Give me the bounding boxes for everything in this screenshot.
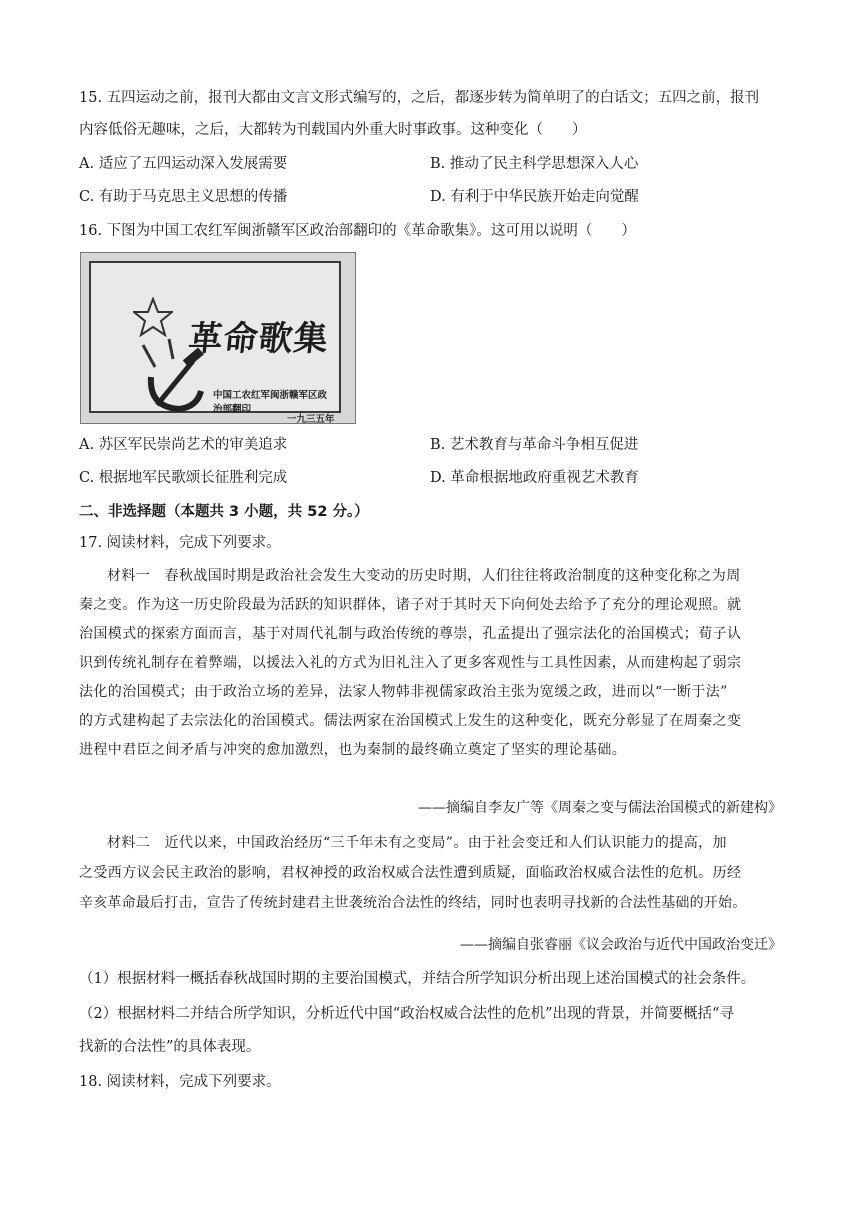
q16-option-c: C. 根据地军民歌颂长征胜利完成 bbox=[79, 470, 288, 486]
q16-option-d: D. 革命根据地政府重视艺术教育 bbox=[430, 470, 639, 486]
q17-subquestion-1: （1）根据材料一概括春秋战国时期的主要治国模式，并结合所学知识分析出现上述治国模式的社会条件。 bbox=[79, 971, 756, 987]
q15-option-b: B. 推动了民主科学思想深入人心 bbox=[430, 156, 639, 172]
material-one-line: 进程中君臣之间矛盾与冲突的愈加激烈，也为秦制的最终确立奠定了坚实的理论基础。 bbox=[79, 742, 627, 758]
section-heading: 二、非选择题（本题共 3 小题，共 52 分。） bbox=[79, 504, 369, 520]
q15-option-d: D. 有利于中华民族开始走向觉醒 bbox=[430, 189, 639, 205]
revolution-songbook-cover-image bbox=[80, 252, 356, 424]
material-one-line: 材料一 春秋战国时期是政治社会发生大变动的历史时期，人们往往将政治制度的这种变化称之为周 bbox=[107, 568, 741, 584]
material-one-source: ——摘编自李友广等《周秦之变与儒法治国模式的新建构》 bbox=[418, 800, 782, 816]
material-two-line: 材料二 近代以来，中国政治经历“三千年未有之变局”。由于社会变迁和人们认识能力的提高，加 bbox=[107, 835, 727, 851]
q18-stem: 18. 阅读材料，完成下列要求。 bbox=[79, 1074, 281, 1090]
material-two-source: ——摘编自张睿丽《议会政治与近代中国政治变迁》 bbox=[460, 937, 782, 953]
q17-material-one bbox=[79, 566, 783, 769]
q17-subquestion-2-line2: 找新的合法性”的具体表现。 bbox=[79, 1039, 261, 1055]
cover-frame bbox=[89, 261, 341, 424]
star-icon bbox=[133, 297, 173, 337]
q17-subquestion-2-line1: （2）根据材料二并结合所学知识，分析近代中国“政治权威合法性的危机”出现的背景，并简要概括“寻 bbox=[79, 1006, 734, 1022]
q17-material-two bbox=[79, 833, 783, 923]
cover-publisher-line1: 中国工农红军闽浙赣军区政 bbox=[213, 390, 328, 401]
q15-option-c: C. 有助于马克思主义思想的传播 bbox=[79, 189, 288, 205]
cover-title: 革命歌集 bbox=[186, 319, 331, 359]
material-one-line: 治国模式的探索方面而言，基于对周代礼制与政治传统的尊崇，孔孟提出了强宗法化的治国模式；荀子认 bbox=[79, 626, 742, 642]
q15-option-a: A. 适应了五四运动深入发展需要 bbox=[79, 156, 288, 172]
material-one-line: 的方式建构起了去宗法化的治国模式。儒法两家在治国模式上发生的这种变化，既充分彰显了在周秦之变 bbox=[79, 713, 742, 729]
material-two-line: 之受西方议会民主政治的影响，君权神授的政治权威合法性遭到质疑，面临政治权威合法性的危机。历经 bbox=[79, 865, 742, 881]
material-two-line: 辛亥革命最后打击，宣告了传统封建君主世袭统治合法性的终结，同时也表明寻找新的合法性基础的开始。 bbox=[79, 895, 747, 911]
q16-stem: 16. 下图为中国工农红军闽浙赣军区政治部翻印的《革命歌集》。这可用以说明（ ） bbox=[79, 223, 636, 239]
cover-year: 一九三五年 bbox=[287, 414, 335, 424]
material-one-line: 法化的治国模式；由于政治立场的差异，法家人物韩非视儒家政治主张为宽缓之政，进而以“一断于法” bbox=[79, 684, 728, 700]
q16-option-a: A. 苏区军民崇尚艺术的审美追求 bbox=[79, 437, 288, 453]
q17-stem: 17. 阅读材料，完成下列要求。 bbox=[79, 535, 281, 551]
material-one-line: 识到传统礼制存在着弊端，以援法入礼的方式为旧礼注入了更多客观性与工具性因素，从而建构起了弱宗 bbox=[79, 655, 742, 671]
cover-publisher-line2: 治部翻印 bbox=[213, 404, 252, 415]
material-one-line: 秦之变。作为这一历史阶段最为活跃的知识群体，诸子对于其时天下向何处去给予了充分的理论观照。就 bbox=[79, 597, 742, 613]
q16-option-b: B. 艺术教育与革命斗争相互促进 bbox=[430, 437, 639, 453]
q15-stem-line1: 15. 五四运动之前，报刊大都由文言文形式编写的，之后，都逐步转为简单明了的白话文；五四之前，报刊 bbox=[79, 90, 760, 106]
q15-stem-line2: 内容低俗无趣味，之后，大都转为刊载国内外重大时事政事。这种变化（ ） bbox=[79, 122, 587, 138]
